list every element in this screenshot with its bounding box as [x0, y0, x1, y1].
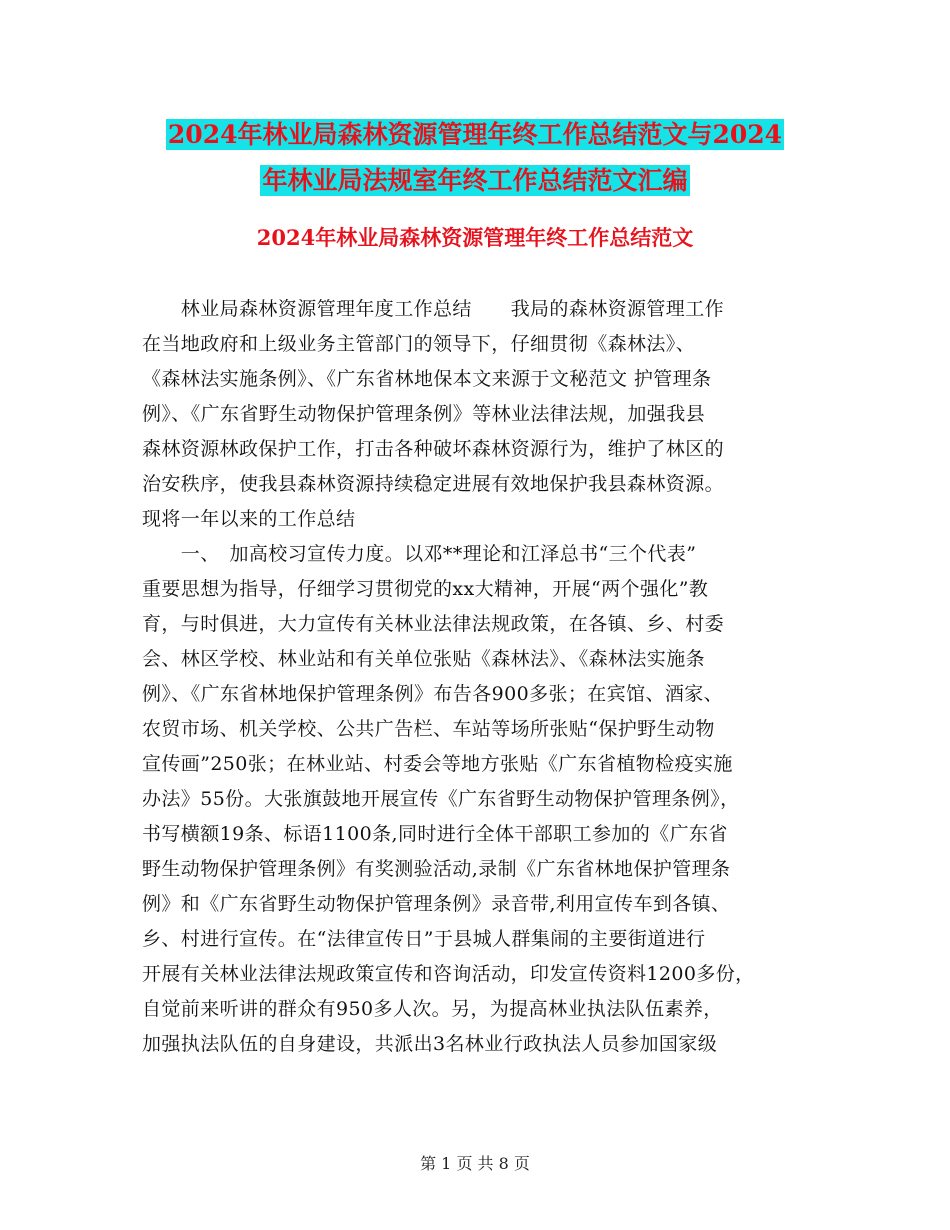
body-line: 会、林区学校、林业站和有关单位张贴《森林法》、《森林法实施条	[142, 648, 706, 670]
body-line: 农贸市场、机关学校、公共广告栏、车站等场所张贴“保护野生动物	[142, 718, 715, 740]
body-line: 在当地政府和上级业务主管部门的领导下，仔细贯彻《森林法》、	[142, 333, 696, 355]
body-line: 野生动物保护管理条例》有奖测验活动,录制《广东省林地保护管理条	[142, 858, 731, 880]
body-line: 《森林法实施条例》、《广东省林地保本文来源于文秘范文 护管理条	[142, 368, 712, 390]
body-line: 治安秩序，使我县森林资源持续稳定进展有效地保护我县森林资源。	[142, 473, 725, 495]
body-line: 一、 加高校习宣传力度。以邓**理论和江泽总书“三个代表”	[142, 543, 697, 565]
body-line: 自觉前来听讲的群众有950多人次。另，为提高林业执法队伍素养，	[142, 998, 723, 1020]
document-title	[0, 112, 950, 204]
body-line: 办法》55份。大张旗鼓地开展宣传《广东省野生动物保护管理条例》，	[142, 788, 740, 810]
section-title: 2024年林业局森林资源管理年终工作总结范文	[256, 225, 694, 250]
body-line: 开展有关林业法律法规政策宣传和咨询活动，印发宣传资料1200多份，	[142, 963, 755, 985]
body-text	[142, 292, 822, 1062]
body-line: 例》、《广东省林地保护管理条例》布告各900多张；在宾馆、酒家、	[142, 683, 724, 705]
body-line: 林业局森林资源管理年度工作总结 我局的森林资源管理工作	[142, 298, 725, 320]
page-footer: 第 1 页 共 8 页	[420, 1154, 530, 1173]
body-line: 育，与时俱进，大力宣传有关林业法律法规政策，在各镇、乡、村委	[142, 613, 725, 635]
body-line: 现将一年以来的工作总结	[142, 508, 356, 530]
body-line: 例》、《广东省野生动物保护管理条例》等林业法律法规，加强我县	[142, 403, 706, 425]
body-line: 重要思想为指导，仔细学习贯彻党的xx大精神，开展“两个强化”教	[142, 578, 709, 600]
body-line: 森林资源林政保护工作，打击各种破坏森林资源行为，维护了林区的	[142, 438, 725, 460]
body-line: 加强执法队伍的自身建设，共派出3名林业行政执法人员参加国家级	[142, 1033, 718, 1055]
body-line: 例》和《广东省野生动物保护管理条例》录音带,利用宣传车到各镇、	[142, 893, 731, 915]
document-title-line-1: 2024年林业局森林资源管理年终工作总结范文与2024	[167, 120, 783, 149]
body-line: 宣传画”250张；在林业站、村委会等地方张贴《广东省植物检疫实施	[142, 753, 733, 775]
document-title-line-2: 年林业局法规室年终工作总结范文汇编	[262, 166, 688, 195]
body-line: 乡、村进行宣传。在“法律宣传日”于县城人群集闹的主要街道进行	[142, 928, 706, 950]
body-line: 书写横额19条、标语1100条,同时进行全体干部职工参加的《广东省	[142, 823, 728, 845]
